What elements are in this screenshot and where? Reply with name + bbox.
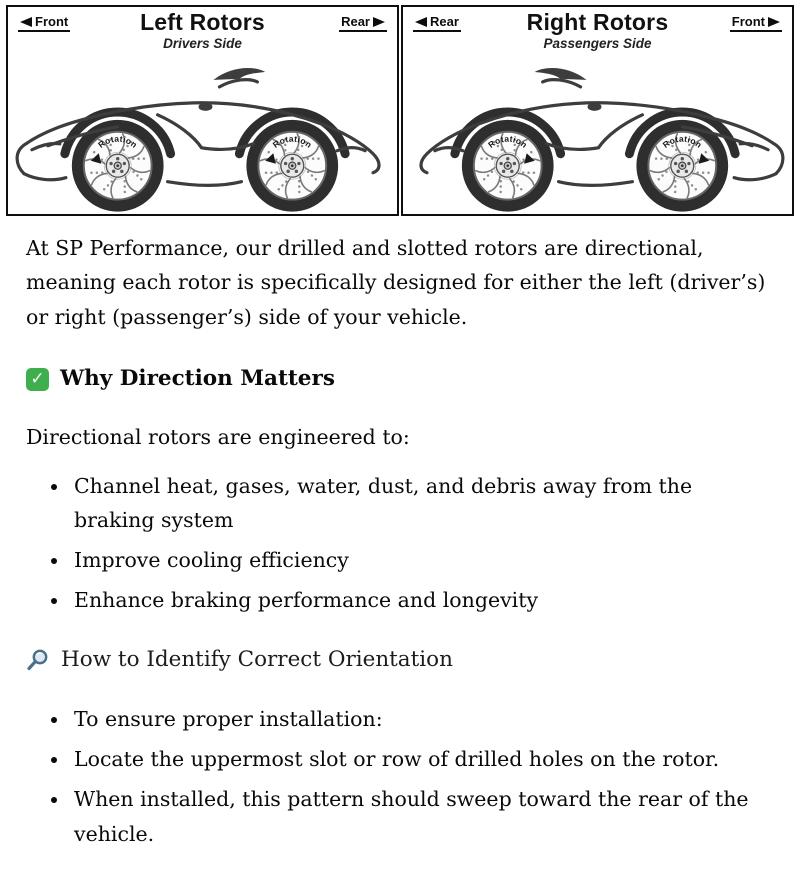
intro-paragraph: At SP Performance, our drilled and slotted rotors are directional, meaning each rotor is specifically designed for either the left (driver’s) or right (passenger’s) side of your vehicle. xyxy=(26,235,766,330)
left-rotors-panel xyxy=(6,5,399,216)
check-glyph: ✓ xyxy=(30,368,45,389)
front-right-rotor xyxy=(648,132,716,200)
right-panel-header xyxy=(403,7,792,54)
front-direction-label xyxy=(730,15,782,32)
heading-text: Why Direction Matters xyxy=(60,366,335,392)
front-left-rotor xyxy=(84,132,152,200)
orientation-item: • Locate the uppermost slot or row of drilled holes on the rotor. xyxy=(70,742,774,777)
benefit-item: • Enhance braking performance and longevity xyxy=(70,583,774,618)
lead-text: Directional rotors are engineered to: xyxy=(26,424,410,449)
orientation-list xyxy=(26,702,774,851)
front-direction-label xyxy=(18,15,70,32)
page xyxy=(0,5,800,894)
rotor-direction-diagram xyxy=(6,5,794,216)
panel-subtitle: Passengers Side xyxy=(543,36,652,51)
rotation-label: Rotation xyxy=(96,133,140,150)
right-rotors-panel xyxy=(401,5,794,216)
arrow-left-icon xyxy=(20,17,32,27)
arrow-right-icon xyxy=(768,17,780,27)
rear-right-rotor xyxy=(474,132,542,200)
magnifier-icon xyxy=(26,648,50,672)
rear-direction-label xyxy=(413,15,461,32)
panel-title: Left Rotors xyxy=(140,9,265,35)
left-panel-header xyxy=(8,7,397,54)
direction-label-text: Rear xyxy=(430,14,459,29)
benefit-item: • Improve cooling efficiency xyxy=(70,543,774,578)
direction-label-text: Front xyxy=(731,14,765,29)
rotation-label: Rotation xyxy=(486,133,530,150)
section-heading-why-direction-matters xyxy=(26,361,774,398)
panel-subtitle: Drivers Side xyxy=(163,36,242,51)
arrow-right-icon xyxy=(373,17,385,27)
direction-label-text: Front xyxy=(35,14,69,29)
rotation-label: Rotation xyxy=(660,133,704,150)
rotation-label: Rotation xyxy=(270,133,314,150)
direction-label-text: Rear xyxy=(341,14,370,29)
rear-direction-label xyxy=(339,15,387,32)
orientation-item: • When installed, this pattern should sweep toward the rear of the vehicle. xyxy=(70,782,774,852)
article-content xyxy=(0,216,800,894)
benefits-list xyxy=(26,469,774,618)
panel-title: Right Rotors xyxy=(526,9,669,35)
driver-side-car-illustration xyxy=(8,54,397,214)
check-mark-icon xyxy=(26,368,49,391)
arrow-left-icon xyxy=(415,17,427,27)
section-heading-identify-orientation xyxy=(26,642,774,679)
orientation-item: • To ensure proper installation: xyxy=(70,702,774,737)
benefit-item: • Channel heat, gases, water, dust, and debris away from the braking system xyxy=(70,469,774,539)
heading-text: How to Identify Correct Orientation xyxy=(61,646,453,672)
rear-left-rotor xyxy=(258,132,326,200)
passenger-side-car-illustration xyxy=(403,54,792,214)
